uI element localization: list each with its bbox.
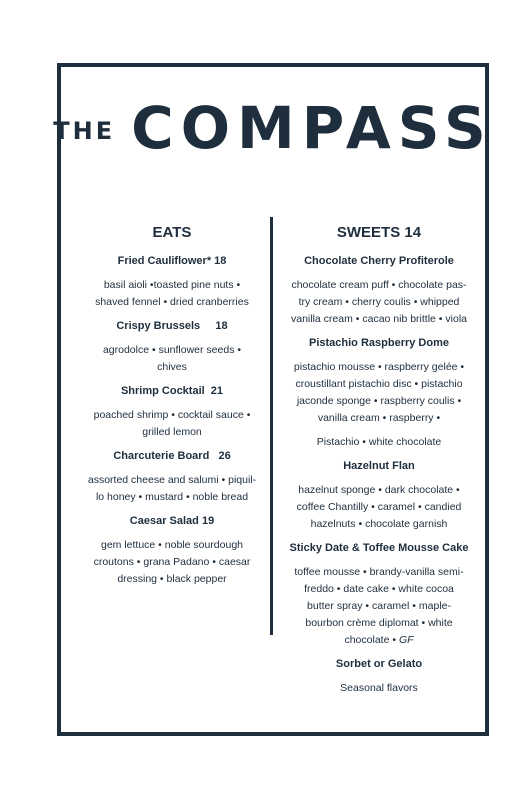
item-description	[81, 407, 263, 441]
sweets-heading: SWEETS 14	[336, 224, 422, 241]
desc-line: jaconde sponge • raspberry coulis •	[296, 395, 462, 407]
item-name: Chocolate Cherry Profiterole	[304, 255, 454, 267]
item-name: Pistachio Raspberry Dome	[309, 337, 449, 349]
desc-line: butter spray • caramel • maple-	[307, 600, 451, 612]
menu-item	[81, 253, 263, 311]
menu-item	[281, 540, 477, 649]
menu-item	[281, 253, 477, 328]
brand-name: COMPASS	[131, 94, 493, 162]
item-name: Caesar Salad 19	[129, 515, 215, 527]
menu-frame	[53, 63, 493, 736]
sweets-column	[281, 223, 477, 704]
desc-line: freddo • date cake • white cocoa	[304, 583, 454, 595]
desc-line: chocolate cream puff • chocolate pas-	[291, 279, 467, 291]
desc-line: assorted cheese and salumi • piquil-	[87, 474, 257, 486]
item-description	[81, 472, 263, 506]
item-description	[281, 277, 477, 328]
desc-line: try cream • cherry coulis • whipped	[298, 296, 460, 308]
desc-line: coffee Chantilly • caramel • candied	[296, 501, 462, 513]
item-description	[81, 537, 263, 588]
menu-item	[81, 383, 263, 441]
item-name: Shrimp Cocktail 21	[120, 385, 224, 397]
desc-line: bourbon crème diplomat • white	[305, 617, 453, 629]
menu-item	[281, 458, 477, 533]
gf-tag: GF	[398, 634, 414, 646]
desc-line: lo honey • mustard • noble bread	[95, 491, 249, 503]
item-description	[281, 680, 477, 697]
eats-column	[81, 223, 263, 595]
desc-line: grilled lemon	[142, 426, 202, 438]
desc-text: chocolate •	[344, 634, 397, 646]
menu-item	[281, 335, 477, 451]
desc-line: vanilla cream • raspberry •	[317, 412, 441, 424]
column-divider	[270, 217, 273, 635]
item-name: Charcuterie Board 26	[113, 450, 231, 462]
item-extra-note: Pistachio • white chocolate	[316, 436, 442, 448]
desc-line: pistachio mousse • raspberry gelée •	[293, 361, 465, 373]
desc-line: dressing • black pepper	[117, 573, 227, 585]
menu-item	[81, 318, 263, 376]
desc-line: poached shrimp • cocktail sauce •	[93, 409, 251, 421]
item-description	[281, 564, 477, 649]
desc-line: agrodolce • sunflower seeds •	[102, 344, 242, 356]
item-description	[281, 482, 477, 533]
desc-line: chives	[157, 361, 187, 373]
desc-line: basil aioli •toasted pine nuts •	[103, 279, 241, 291]
item-name: Sticky Date & Toffee Mousse Cake	[289, 542, 469, 554]
item-name: Sorbet or Gelato	[335, 658, 423, 670]
menu-item	[281, 656, 477, 697]
desc-line: toffee mousse • brandy-vanilla semi-	[294, 566, 464, 578]
desc-line: croutons • grana Padano • caesar	[93, 556, 251, 568]
item-name: Hazelnut Flan	[343, 460, 415, 472]
desc-line: vanilla cream • cacao nib brittle • viola	[290, 313, 467, 325]
eats-heading: EATS	[152, 224, 192, 241]
desc-line: shaved fennel • dried cranberries	[95, 296, 249, 308]
item-description	[281, 359, 477, 427]
item-name: Crispy Brussels 18	[116, 320, 228, 332]
menu-item	[81, 513, 263, 588]
desc-line: Seasonal flavors	[340, 682, 418, 694]
brand-logo	[53, 93, 493, 163]
brand-prefix: THE	[53, 117, 116, 145]
desc-line	[281, 632, 477, 649]
desc-line: hazelnut sponge • dark chocolate •	[298, 484, 460, 496]
menu-item	[81, 448, 263, 506]
item-name: Fried Cauliflower* 18	[117, 255, 227, 267]
desc-line: hazelnuts • chocolate garnish	[310, 518, 448, 530]
desc-line: croustillant pistachio disc • pistachio	[295, 378, 463, 390]
item-description	[81, 342, 263, 376]
item-description	[81, 277, 263, 311]
desc-line: gem lettuce • noble sourdough	[100, 539, 244, 551]
